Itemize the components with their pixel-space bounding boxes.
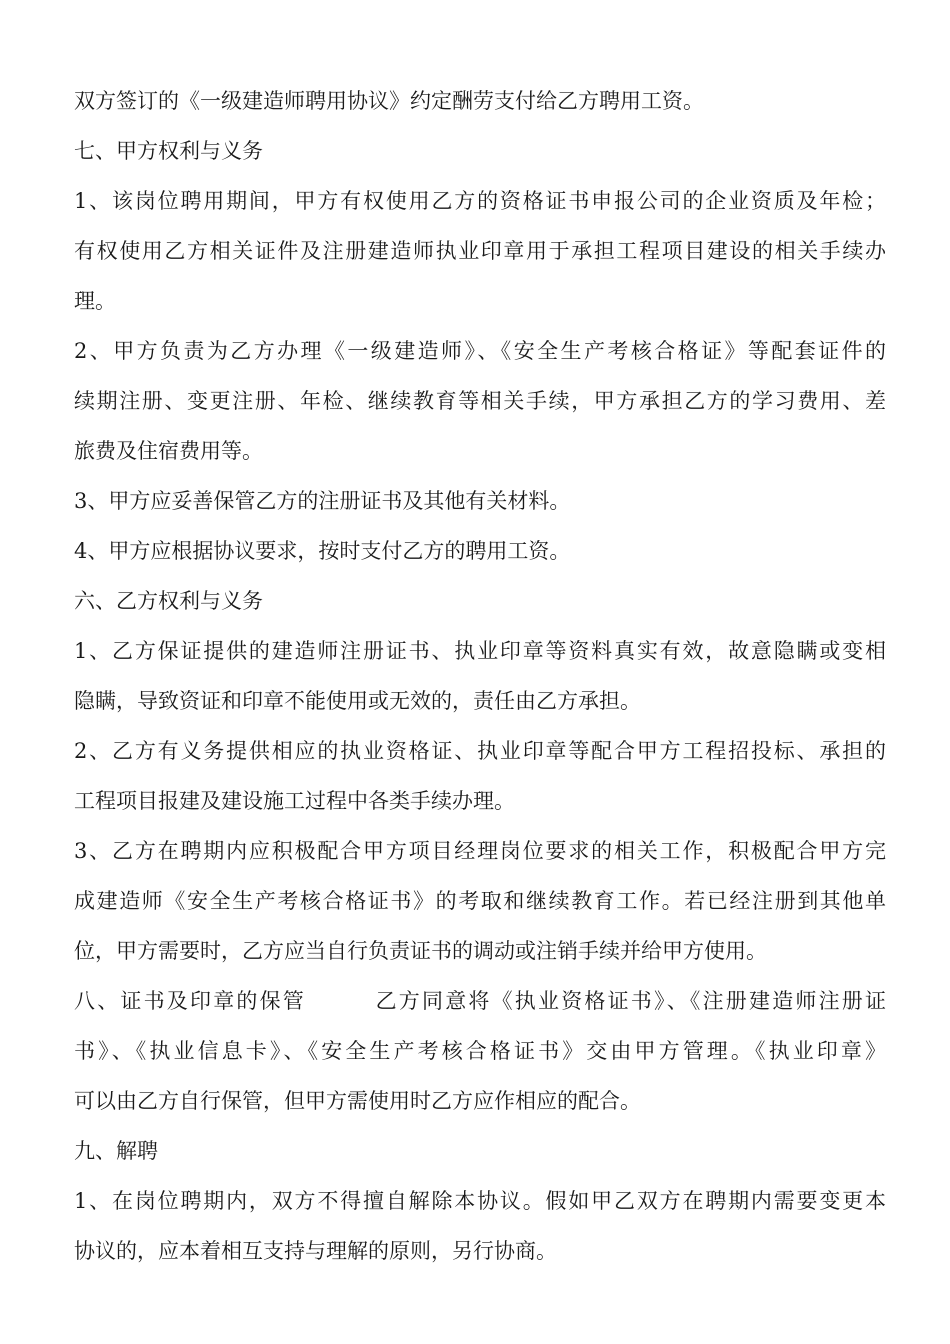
document-page: [74, 76, 890, 1276]
text-line: 工程项目报建及建设施工过程中各类手续办理。: [74, 789, 515, 813]
section-heading: 七、甲方权利与义务: [74, 139, 263, 163]
text-line: 协议的，应本着相互支持与理解的原则，另行协商。: [74, 1239, 557, 1263]
text-line: 成建造师《安全生产考核合格证书》的考取和继续教育工作。若已经注册到其他单: [74, 889, 888, 913]
text-line: 书》、《执业信息卡》、《安全生产考核合格证书》交由甲方管理。《执业印章》: [74, 1039, 890, 1063]
text-line: 3、乙方在聘期内应积极配合甲方项目经理岗位要求的相关工作，积极配合甲方完: [74, 839, 888, 863]
text-line: 旅费及住宿费用等。: [74, 439, 263, 463]
text-line: 位，甲方需要时，乙方应当自行负责证书的调动或注销手续并给甲方使用。: [74, 939, 767, 963]
text-line: 1、该岗位聘用期间，甲方有权使用乙方的资格证书申报公司的企业资质及年检；: [74, 189, 888, 213]
text-line: 隐瞒，导致资证和印章不能使用或无效的，责任由乙方承担。: [74, 689, 641, 713]
section-heading: 八、证书及印章的保管 乙方同意将《执业资格证书》、《注册建造师注册证: [74, 989, 889, 1013]
text-line: 3、甲方应妥善保管乙方的注册证书及其他有关材料。: [74, 489, 571, 513]
section-heading: 九、解聘: [74, 1139, 158, 1163]
text-line: 4、甲方应根据协议要求，按时支付乙方的聘用工资。: [74, 539, 571, 563]
text-line: 续期注册、变更注册、年检、继续教育等相关手续，甲方承担乙方的学习费用、差: [74, 389, 888, 413]
text-line: 双方签订的《一级建造师聘用协议》约定酬劳支付给乙方聘用工资。: [74, 89, 704, 113]
text-line: 可以由乙方自行保管，但甲方需使用时乙方应作相应的配合。: [74, 1089, 641, 1113]
text-line: 1、在岗位聘期内，双方不得擅自解除本协议。假如甲乙双方在聘期内需要变更本: [74, 1189, 888, 1213]
section-heading: 六、乙方权利与义务: [74, 589, 263, 613]
text-line: 有权使用乙方相关证件及注册建造师执业印章用于承担工程项目建设的相关手续办: [74, 239, 888, 263]
text-line: 2、甲方负责为乙方办理《一级建造师》、《安全生产考核合格证》等配套证件的: [74, 339, 889, 363]
text-line: 2、乙方有义务提供相应的执业资格证、执业印章等配合甲方工程招投标、承担的: [74, 739, 888, 763]
text-line: 理。: [74, 289, 116, 313]
text-line: 1、乙方保证提供的建造师注册证书、执业印章等资料真实有效，故意隐瞒或变相: [74, 639, 888, 663]
